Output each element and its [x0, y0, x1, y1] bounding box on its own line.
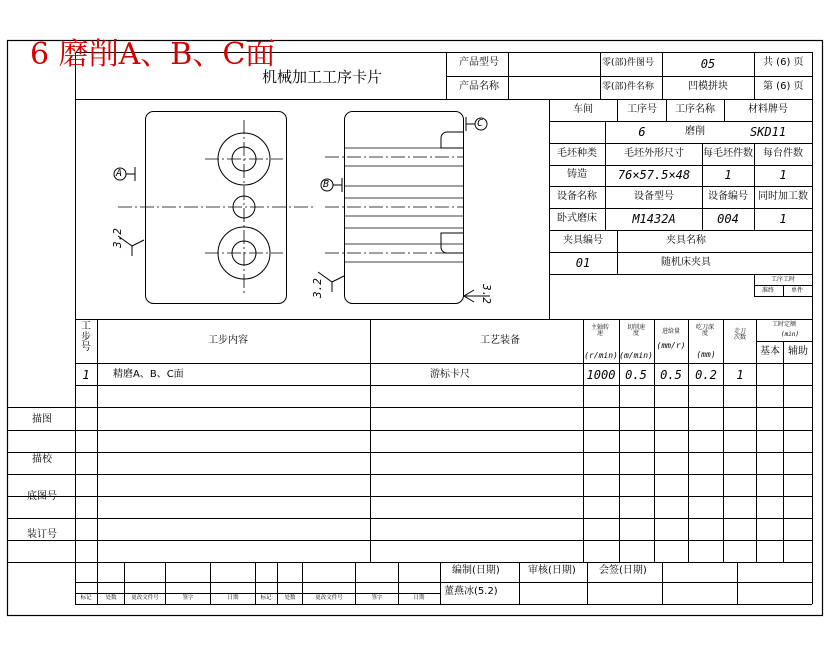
- op-no-value: 6: [638, 125, 646, 139]
- col-cut-speed-unit: (m/min): [619, 351, 653, 360]
- equip-name-value: 卧式磨床: [557, 213, 597, 224]
- col-step-content: 工步内容: [208, 335, 248, 346]
- roughness-3: 3.2: [480, 284, 493, 304]
- rev-col-sign-1: 签字: [182, 595, 194, 601]
- col-step-no: 工步号: [81, 321, 91, 353]
- col-depth: 吃刀深度: [695, 324, 714, 337]
- datum-c-label: C: [477, 118, 484, 129]
- equip-no-value: 004: [717, 212, 739, 226]
- equip-no-label: 设备编号: [708, 191, 748, 202]
- page-number: 第 (6) 页: [763, 81, 804, 92]
- equip-model-value: M1432A: [632, 212, 676, 226]
- rev-col-docno-2: 更改文件号: [315, 595, 343, 601]
- fixture-no-label: 夹具编号: [563, 235, 603, 246]
- col-equipment: 工艺装备: [480, 335, 520, 346]
- rev-col-count-2: 处数: [284, 595, 296, 601]
- op-no-label: 工序号: [627, 104, 657, 115]
- part-name-value: 凹模拼块: [688, 81, 728, 92]
- col-basic-time: 基本: [760, 346, 780, 357]
- step-1-passes: 1: [736, 368, 744, 382]
- total-pages: 共 (6) 页: [763, 57, 804, 68]
- rev-col-sign-2: 签字: [371, 595, 383, 601]
- col-time-quota: 工时定额: [771, 321, 797, 328]
- review-label: 审核(日期): [528, 565, 576, 576]
- equip-name-label: 设备名称: [557, 191, 597, 202]
- col-feed-unit: (mm/r): [656, 341, 686, 350]
- prep-time-label: 准终: [761, 287, 775, 294]
- op-name-label: 工序名称: [675, 104, 715, 115]
- datum-a-label: A: [116, 168, 123, 179]
- col-cut-speed: 切削速度: [626, 324, 645, 337]
- side-label-base-no: 底图号: [27, 491, 57, 502]
- col-feed: 进给量: [661, 328, 681, 335]
- col-depth-unit: (mm): [696, 350, 716, 359]
- step-1-equipment: 游标卡尺: [430, 369, 470, 380]
- rev-col-count-1: 处数: [105, 595, 117, 601]
- rev-col-date-1: 日期: [227, 595, 239, 601]
- col-time-unit: (min): [780, 331, 800, 338]
- col-aux-time: 辅助: [788, 346, 808, 357]
- part-drawing: [111, 112, 493, 304]
- rev-col-mark-2: 标记: [260, 595, 272, 601]
- step-1-cut-speed: 0.5: [625, 368, 647, 382]
- part-no-label: 零(部)件图号: [602, 58, 655, 68]
- time-quota-label: 工序工时: [770, 276, 796, 283]
- pieces-per-blank-value: 1: [724, 168, 732, 182]
- rev-col-date-2: 日期: [413, 595, 425, 601]
- workshop-label: 车间: [573, 104, 593, 115]
- compiler-value: 董燕冰(5.2): [444, 586, 498, 597]
- material-label: 材料牌号: [748, 104, 788, 115]
- card-title: 机械加工工序卡片: [262, 68, 383, 86]
- pieces-per-unit-value: 1: [779, 168, 787, 182]
- roughness-2: 3.2: [311, 278, 324, 298]
- blank-type-label: 毛坯种类: [557, 148, 597, 159]
- col-spindle-speed: 主轴转速: [590, 324, 609, 337]
- sign-label: 会签(日期): [599, 565, 647, 576]
- product-name-label: 产品名称: [459, 81, 499, 92]
- step-1-speed: 1000: [586, 368, 616, 382]
- step-1-content: 精磨A、B、C面: [113, 369, 184, 380]
- datum-b-label: B: [323, 179, 330, 190]
- part-name-label: 零(部)件名称: [602, 82, 655, 92]
- step-1-depth: 0.2: [695, 368, 717, 382]
- pieces-per-unit-label: 每台件数: [763, 148, 803, 159]
- simul-value: 1: [779, 212, 787, 226]
- unit-time-label: 单件: [790, 287, 804, 294]
- pieces-per-blank-label: 每毛坯件数: [703, 148, 753, 159]
- material-value: SKD11: [749, 125, 787, 139]
- blank-type-value: 铸造: [567, 169, 587, 180]
- col-spindle-speed-unit: (r/min): [584, 351, 618, 360]
- equip-model-label: 设备型号: [634, 191, 674, 202]
- roughness-1: 3.2: [111, 228, 124, 248]
- col-passes: 走刀次数: [733, 328, 746, 341]
- product-model-label: 产品型号: [459, 57, 499, 68]
- side-label-trace-check: 描校: [32, 454, 52, 465]
- fixture-name-label: 夹具名称: [666, 235, 706, 246]
- compile-label: 编制(日期): [452, 565, 500, 576]
- page-heading: 6 磨削A、B、C面: [30, 37, 276, 72]
- side-label-binding-no: 装订号: [27, 529, 57, 540]
- fixture-no-value: 01: [575, 256, 591, 270]
- blank-size-value: 76×57.5×48: [617, 168, 691, 182]
- rev-col-mark-1: 标记: [80, 595, 92, 601]
- side-label-trace: 描图: [32, 414, 52, 425]
- rev-col-docno-1: 更改文件号: [131, 595, 159, 601]
- simul-label: 同时加工数: [758, 191, 808, 202]
- fixture-name-value: 随机床夹具: [661, 257, 711, 268]
- step-1-no: 1: [82, 368, 90, 382]
- blank-size-label: 毛坯外形尺寸: [624, 148, 684, 159]
- op-name-value: 磨削: [685, 126, 705, 137]
- step-1-feed: 0.5: [660, 368, 682, 382]
- part-no-value: 05: [700, 57, 716, 71]
